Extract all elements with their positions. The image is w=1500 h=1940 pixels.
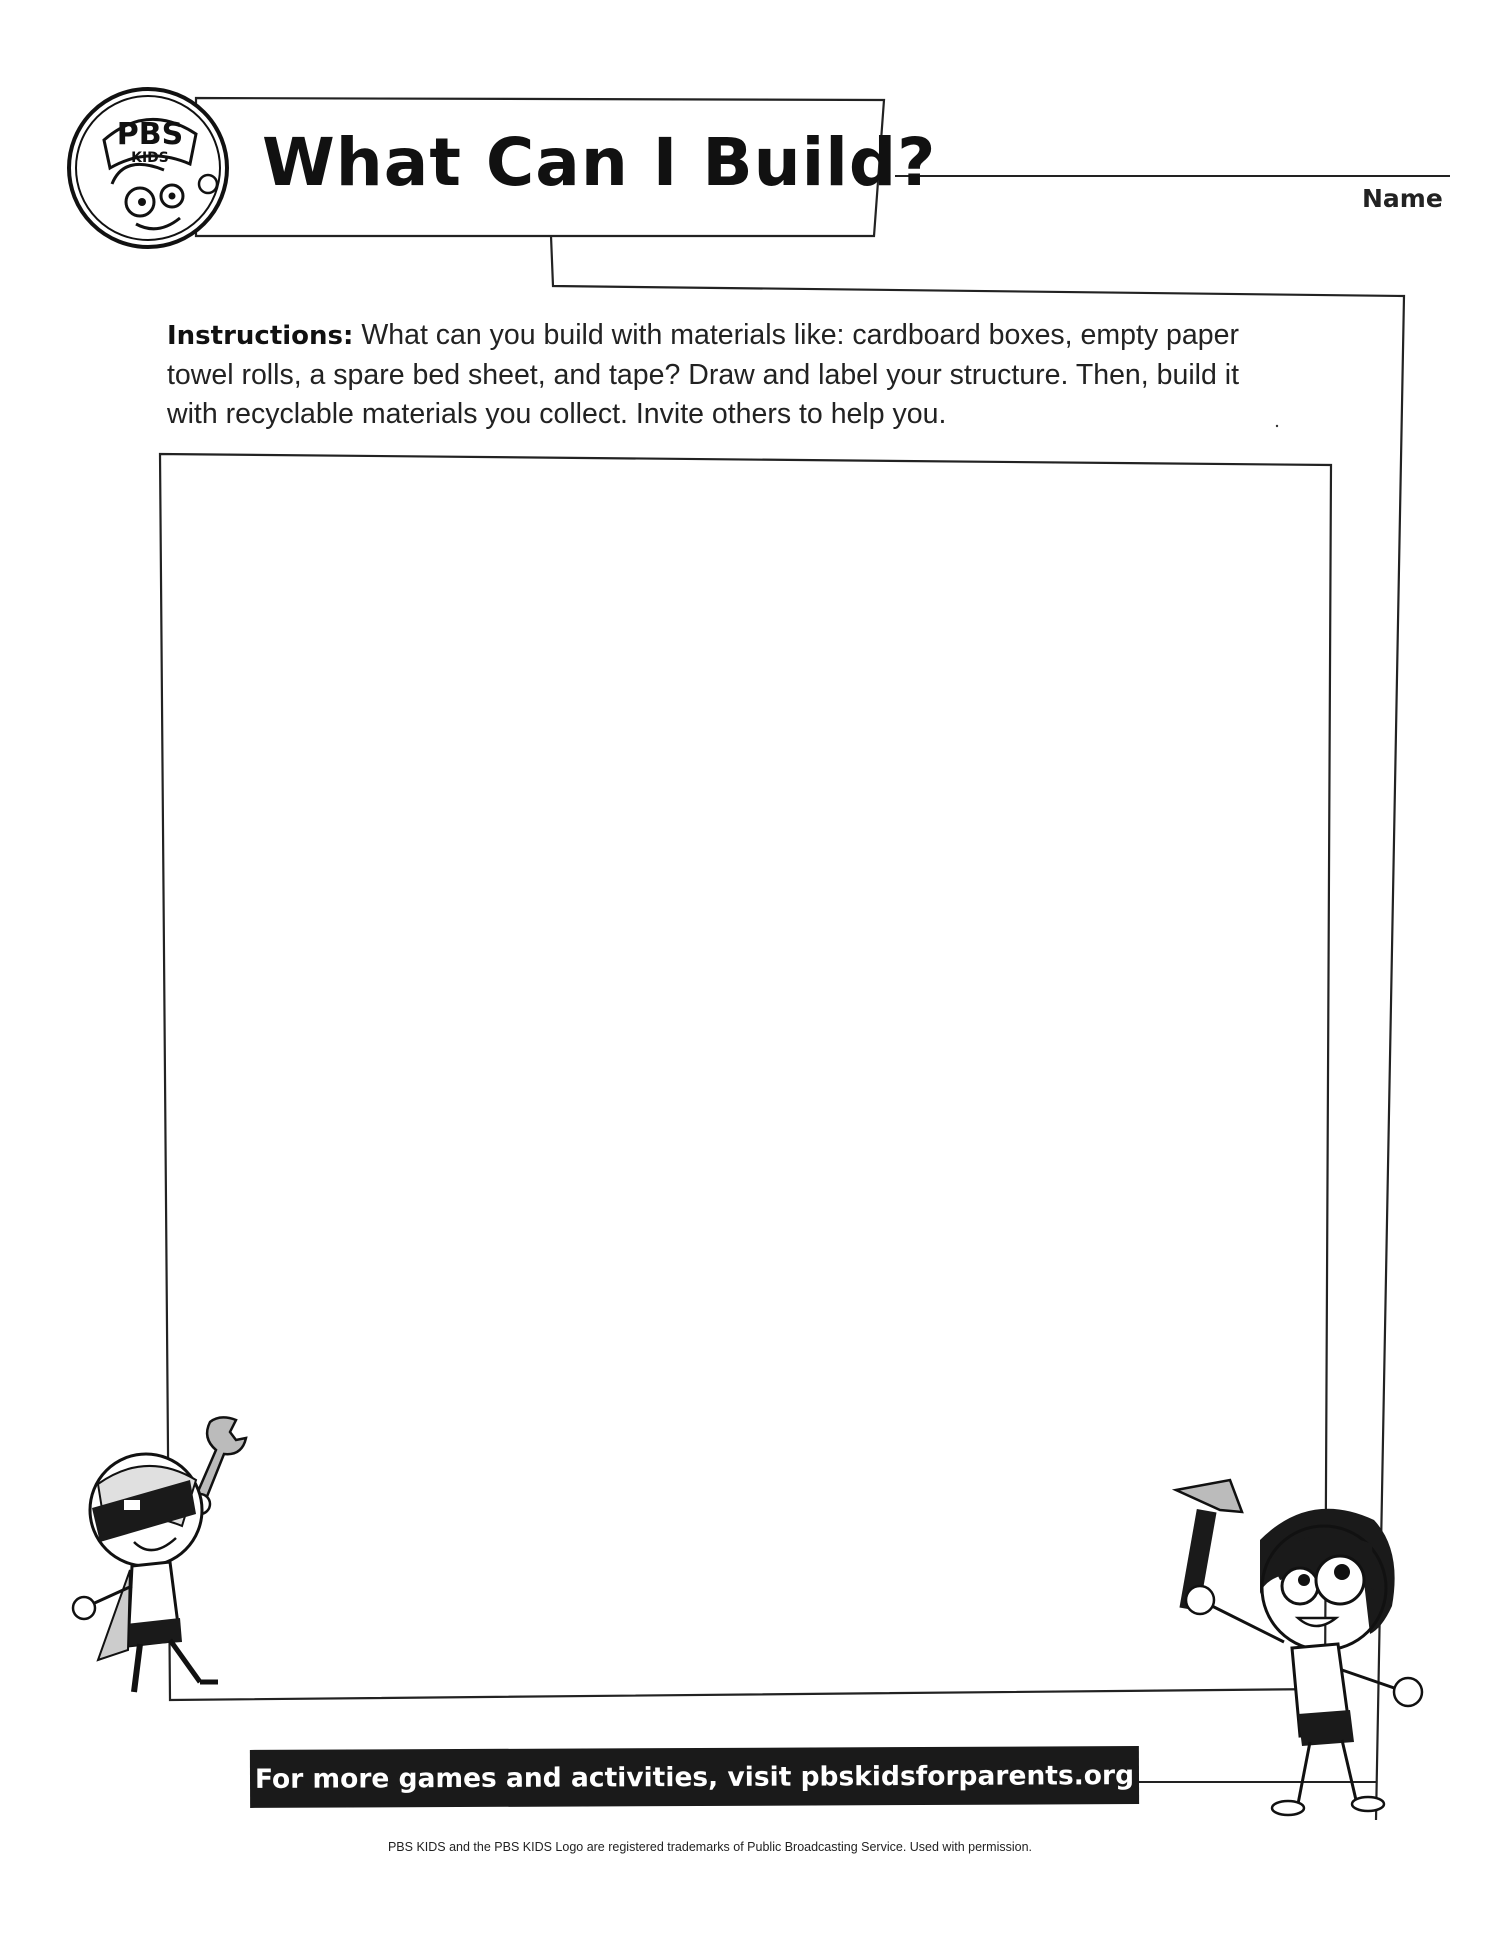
footer-banner-text: For more games and activities, visit pbskidsforparents.org [254,1759,1135,1795]
child-with-hammer-icon [1160,1470,1440,1830]
drawing-area[interactable] [160,454,1331,1700]
page-title: What Can I Build? [262,124,937,201]
name-label: Name [1362,184,1443,213]
svg-text:PBS: PBS [116,117,184,152]
instructions-body: What can you build with materials like: cardboard boxes, empty paper towel rolls, a spare bed sheet, and tape? Draw and label your structure. Then, build it with recyclable materials you collect. Invite others to help you. [167,319,1240,430]
instructions-lead: Instructions: [167,321,354,351]
pbs-kids-logo-icon [64,84,232,252]
legal-notice: PBS KIDS and the PBS KIDS Logo are registered trademarks of Public Broadcasting Service. Used with permission. [387,1840,1033,1854]
child-with-wrench-icon [70,1410,270,1700]
svg-text:KIDS: KIDS [131,150,169,166]
instructions-text [167,316,1297,434]
footer-banner [250,1746,1139,1808]
